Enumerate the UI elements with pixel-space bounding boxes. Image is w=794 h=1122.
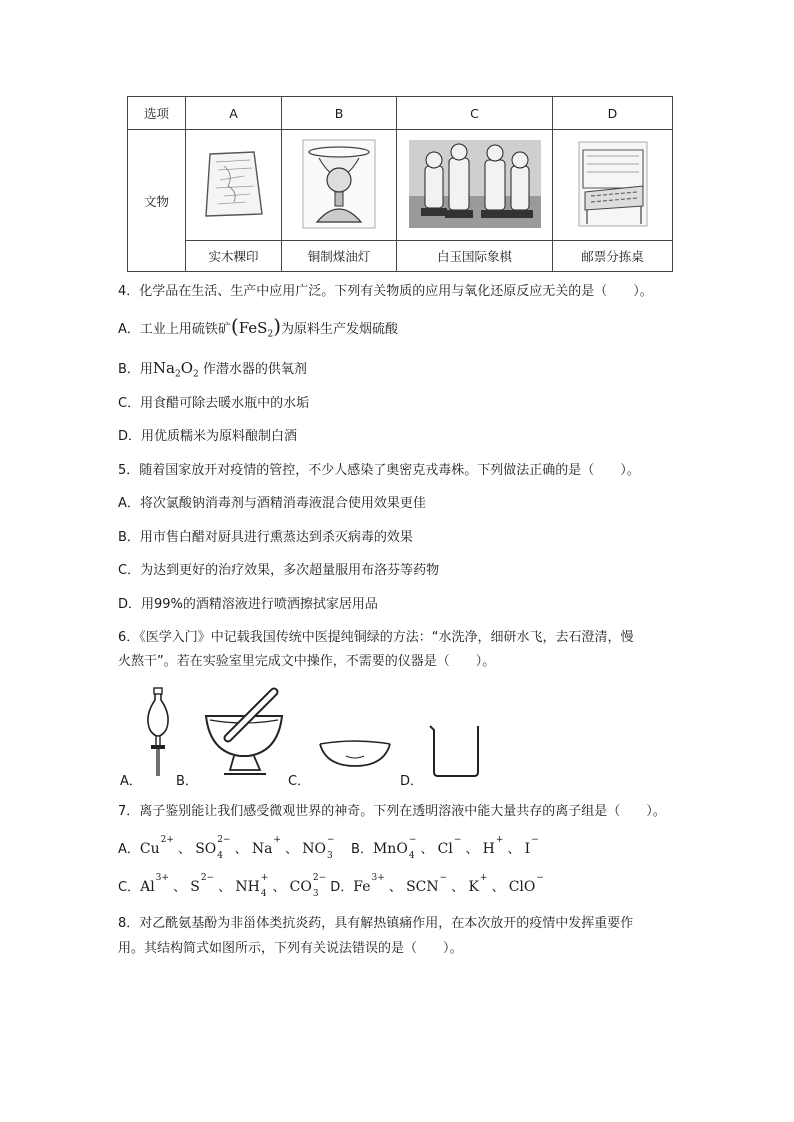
q4-b-sub2: 2 bbox=[193, 369, 199, 380]
ion-d-0 bbox=[353, 873, 385, 895]
table-header-row bbox=[128, 97, 673, 130]
q5-option-b: B．用市售白醋对厨具进行熏蒸达到杀灭病毒的效果 bbox=[118, 530, 413, 545]
header-b: B bbox=[282, 97, 397, 130]
ion-base: H bbox=[482, 841, 495, 857]
ion-base: Na bbox=[251, 841, 273, 857]
ion-charge: − bbox=[531, 835, 539, 845]
caption-a: 实木粿印 bbox=[186, 241, 282, 272]
relic-image-c bbox=[397, 130, 553, 241]
q5-option-d: D．用99%的酒精溶液进行喷洒擦拭家居用品 bbox=[118, 597, 378, 612]
header-c: C bbox=[397, 97, 553, 130]
q7-d-label: D． bbox=[330, 880, 354, 895]
q7-b-ions bbox=[372, 835, 539, 861]
q4-b-suffix: 作潜水器的供氧剂 bbox=[202, 362, 307, 377]
caption-b: 铜制煤油灯 bbox=[282, 241, 397, 272]
q7-c-ions bbox=[140, 873, 327, 899]
ion-b-2 bbox=[482, 835, 504, 857]
table-image-row bbox=[128, 130, 673, 241]
ion-charge: 3+ bbox=[371, 873, 385, 883]
ion-charge: − bbox=[536, 873, 544, 883]
ion-a-3 bbox=[302, 835, 335, 861]
ion-subscript bbox=[201, 890, 214, 899]
q4-option-c: C．用食醋可除去暖水瓶中的水垢 bbox=[118, 396, 310, 411]
ion-c-2 bbox=[235, 873, 269, 899]
mortar-and-pestle-icon bbox=[202, 686, 286, 778]
ion-base: S bbox=[190, 879, 200, 895]
relic-image-a bbox=[186, 130, 282, 241]
q8-line-2: 用。其结构简式如图所示，下列有关说法错误的是（ ）。 bbox=[118, 941, 463, 956]
ion-base: Al bbox=[140, 879, 155, 895]
ion-subscript: 3 bbox=[326, 851, 333, 861]
ion-separator: 、 bbox=[230, 842, 252, 857]
ion-charge: 2− bbox=[200, 873, 215, 883]
q4-option-b bbox=[118, 359, 307, 379]
ion-charge: − bbox=[408, 835, 417, 845]
q7-a-label: A． bbox=[118, 842, 140, 857]
ion-subscript bbox=[536, 890, 544, 899]
ion-base: NO bbox=[302, 841, 326, 857]
q4-a-prefix: A．工业上用硫铁矿 bbox=[118, 322, 231, 337]
ion-charge: + bbox=[273, 835, 281, 845]
ion-separator: 、 bbox=[487, 880, 509, 895]
ion-base: ClO bbox=[508, 879, 536, 895]
ion-separator: 、 bbox=[168, 880, 191, 895]
ion-subscript bbox=[161, 852, 174, 861]
ion-a-1 bbox=[195, 835, 231, 861]
ion-subscript bbox=[496, 852, 504, 861]
ion-subscript: 4 bbox=[260, 889, 267, 899]
header-a: A bbox=[186, 97, 282, 130]
ion-base: Cu bbox=[139, 841, 160, 857]
q4-stem: 4．化学品在生活、生产中应用广泛。下列有关物质的应用与氧化还原反应无关的是（ ）。 bbox=[118, 284, 653, 299]
q6-label-b: B． bbox=[176, 774, 198, 789]
ion-base: NH bbox=[235, 879, 260, 895]
ion-separator: 、 bbox=[461, 842, 483, 857]
q7-a-ions bbox=[139, 835, 335, 861]
ion-charge: 3+ bbox=[155, 873, 169, 883]
ion-subscript: 4 bbox=[217, 851, 223, 861]
relic-table bbox=[127, 96, 673, 272]
ion-base: SCN bbox=[406, 879, 439, 895]
ion-separator: 、 bbox=[416, 842, 438, 857]
table-caption-row bbox=[128, 241, 673, 272]
q6-label-d: D． bbox=[400, 774, 424, 789]
ion-charge: 2− bbox=[312, 873, 327, 883]
q6-label-a: A． bbox=[120, 774, 142, 789]
q4-b-na: Na bbox=[152, 359, 175, 377]
ion-separator: 、 bbox=[384, 880, 407, 895]
ion-base: Cl bbox=[437, 841, 453, 857]
ion-base: CO bbox=[289, 879, 312, 895]
q4-option-d: D．用优质糯米为原料酿制白酒 bbox=[118, 429, 298, 444]
q5-option-a: A．将次氯酸钠消毒剂与酒精消毒液混合使用效果更佳 bbox=[118, 496, 426, 511]
ion-c-0 bbox=[140, 873, 169, 895]
evaporating-dish-icon bbox=[316, 736, 394, 772]
q8-line-1: 8．对乙酰氨基酚为非甾体类抗炎药，具有解热镇痛作用，在本次放开的疫情中发挥重要作 bbox=[118, 916, 634, 931]
q5-stem: 5．随着国家放开对疫情的管控，不少人感染了奥密克戎毒株。下列做法正确的是（ ）。 bbox=[118, 463, 640, 478]
separatory-funnel-icon bbox=[140, 686, 176, 782]
q7-option-ab bbox=[118, 835, 539, 861]
ion-base: MnO bbox=[372, 841, 408, 857]
ion-subscript: 3 bbox=[312, 889, 319, 899]
q7-option-cd bbox=[118, 873, 544, 899]
ion-subscript bbox=[372, 890, 385, 899]
ion-base: SO bbox=[195, 841, 217, 857]
q6-label-c: C． bbox=[288, 774, 311, 789]
ion-separator: 、 bbox=[280, 842, 303, 857]
ion-subscript bbox=[531, 852, 539, 861]
ion-b-1 bbox=[437, 835, 462, 857]
q7-b-label: B． bbox=[351, 842, 373, 857]
ion-separator: 、 bbox=[447, 880, 469, 895]
ion-subscript bbox=[480, 890, 488, 899]
ion-a-2 bbox=[251, 835, 281, 857]
q4-a-sub: 2 bbox=[267, 329, 274, 340]
q4-a-suffix: 为原料生产发烟硫酸 bbox=[281, 322, 399, 337]
ion-charge: + bbox=[479, 873, 488, 883]
q4-a-formula: FeS bbox=[238, 319, 268, 337]
ion-base: Fe bbox=[353, 879, 371, 895]
ion-separator: 、 bbox=[214, 880, 236, 895]
ion-c-3 bbox=[289, 873, 327, 899]
ion-base: K bbox=[468, 879, 479, 895]
ion-b-3 bbox=[524, 835, 539, 857]
ion-charge: − bbox=[453, 835, 462, 845]
q5-option-c: C．为达到更好的治疗效果，多次超量服用布洛芬等药物 bbox=[118, 563, 440, 578]
ion-charge: 2+ bbox=[160, 835, 174, 845]
caption-d: 邮票分拣桌 bbox=[553, 241, 673, 272]
ion-separator: 、 bbox=[503, 842, 525, 857]
row-label-relic: 文物 bbox=[128, 130, 186, 272]
q7-d-ions bbox=[353, 873, 544, 895]
ion-separator: 、 bbox=[173, 842, 196, 857]
caption-c: 白玉国际象棋 bbox=[397, 241, 553, 272]
ion-subscript bbox=[156, 890, 169, 899]
q7-stem: 7．离子鉴别能让我们感受微观世界的神奇。下列在透明溶液中能大量共存的离子组是（ ）。 bbox=[118, 804, 666, 819]
relic-image-b bbox=[282, 130, 397, 241]
q6-line-1: 6．《医学入门》中记载我国传统中医提纯铜绿的方法：“水洗净，细研水飞，去石澄清，慢 bbox=[118, 630, 634, 645]
ion-charge: − bbox=[439, 873, 448, 883]
ion-a-0 bbox=[139, 835, 174, 857]
q4-b-prefix: B．用 bbox=[118, 362, 153, 377]
ion-subscript bbox=[454, 852, 462, 861]
q4-option-a: A．工业上用硫铁矿(FeS$_2$)为原料生产发烟硫酸 bbox=[118, 314, 399, 340]
q7-c-label: C． bbox=[118, 880, 141, 895]
header-option: 选项 bbox=[128, 97, 186, 130]
q6-line-2: 火熬干”。若在实验室里完成文中操作，不需要的仪器是（ ）。 bbox=[118, 654, 496, 669]
ion-c-1 bbox=[190, 873, 215, 895]
ion-charge: + bbox=[260, 873, 269, 883]
beaker-icon bbox=[424, 722, 488, 780]
ion-d-3 bbox=[508, 873, 544, 895]
ion-b-0 bbox=[372, 835, 417, 861]
ion-charge: − bbox=[326, 835, 335, 845]
ion-charge: + bbox=[495, 835, 504, 845]
ion-subscript: 4 bbox=[408, 851, 415, 861]
q4-b-o: O bbox=[180, 359, 194, 377]
ion-d-1 bbox=[406, 873, 448, 895]
header-d: D bbox=[553, 97, 673, 130]
ion-d-2 bbox=[468, 873, 488, 895]
q4-b-sub1: 2 bbox=[175, 369, 181, 380]
ion-base: I bbox=[524, 841, 531, 857]
relic-image-d bbox=[553, 130, 673, 241]
ion-subscript bbox=[273, 852, 281, 861]
ion-separator: 、 bbox=[268, 880, 290, 895]
ion-subscript bbox=[440, 890, 448, 899]
ion-charge: 2− bbox=[217, 835, 231, 845]
